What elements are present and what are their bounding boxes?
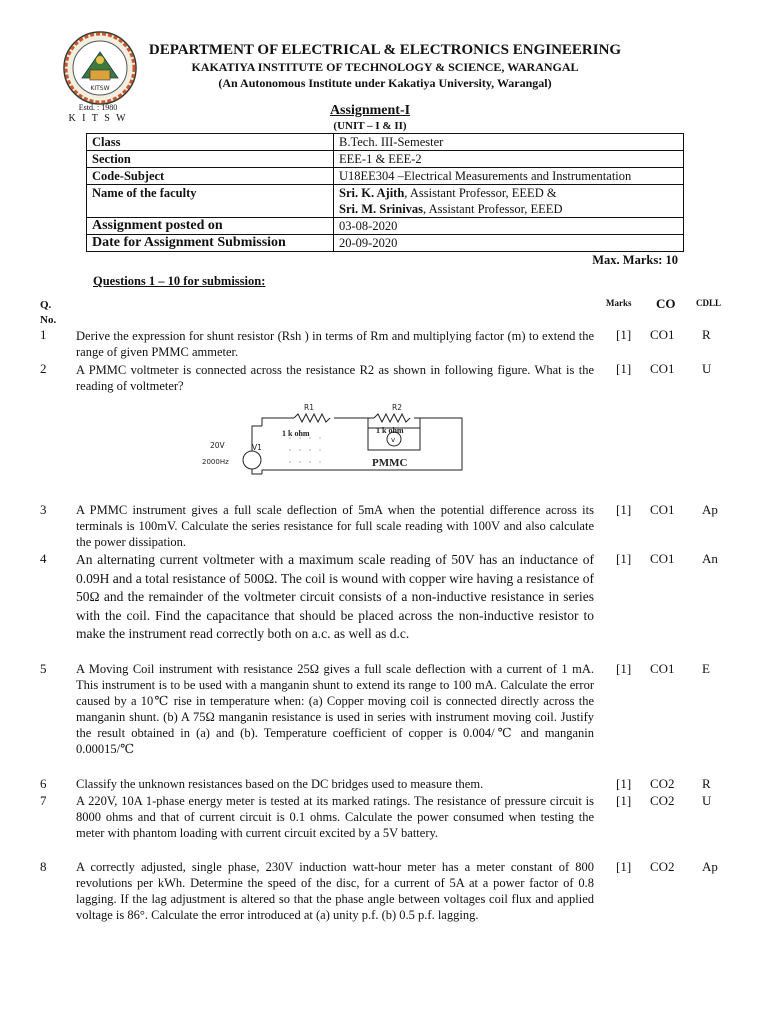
table-row <box>87 235 684 252</box>
table-row <box>87 134 684 151</box>
r1-label: R1 <box>304 403 314 412</box>
r1-value: 1 k ohm <box>282 429 310 438</box>
posted-value: 03-08-2020 <box>334 218 684 235</box>
table-row <box>87 218 684 235</box>
source-frequency: 2000Hz <box>202 458 229 466</box>
pmmc-circuit-diagram <box>196 398 476 480</box>
question-cdll: R <box>702 327 711 342</box>
class-value: B.Tech. III-Semester <box>334 134 684 151</box>
question-number: 2 <box>40 361 47 376</box>
table-row <box>87 185 684 218</box>
question-marks: [1] <box>616 661 632 676</box>
question-cdll: R <box>702 776 711 791</box>
faculty-label: Name of the faculty <box>87 185 334 218</box>
question-co: CO1 <box>650 502 675 517</box>
assignment-unit: (UNIT – I & II) <box>333 120 407 132</box>
question-number: 5 <box>40 661 47 676</box>
submission-label: Date for Assignment Submission <box>87 235 334 252</box>
question-co: CO2 <box>650 776 675 791</box>
qno-header-line2: No. <box>40 314 57 326</box>
institute-logo <box>62 30 138 106</box>
question-co: CO2 <box>650 859 675 874</box>
question-cdll: U <box>702 361 712 376</box>
submission-value: 20-09-2020 <box>334 235 684 252</box>
code-subject-label: Code-Subject <box>87 168 334 185</box>
source-name: V1 <box>252 443 262 452</box>
marks-header: Marks <box>606 298 632 308</box>
faculty-value <box>334 185 684 218</box>
posted-label: Assignment posted on <box>87 218 334 235</box>
question-text: Classify the unknown resistances based on the DC bridges used to measure them. <box>76 777 484 791</box>
cdll-header: CDLL <box>696 298 722 308</box>
r2-value: 1 k ohm <box>376 426 404 435</box>
assignment-title: Assignment-I <box>329 103 411 118</box>
question-number: 8 <box>40 859 47 874</box>
code-subject-value: U18EE304 –Electrical Measurements and Instrumentation <box>334 168 684 185</box>
questions-heading: Questions 1 – 10 for submission: <box>93 274 266 288</box>
question-number: 6 <box>40 776 47 791</box>
institute-name: KAKATIYA INSTITUTE OF TECHNOLOGY & SCIENCE, WARANGAL <box>191 60 579 74</box>
section-value: EEE-1 & EEE-2 <box>334 151 684 168</box>
question-marks: [1] <box>616 327 632 342</box>
question-marks: [1] <box>616 776 632 791</box>
question-number: 1 <box>40 327 47 342</box>
question-number: 4 <box>40 551 47 566</box>
question-cdll: U <box>702 793 712 808</box>
question-text: An alternating current voltmeter with a maximum scale reading of 50V has an inductance of 0.09H and a total resistance of 500Ω. The coil is wound with copper wire having a resistance of 50Ω and the remainder of the voltmeter circuit consists of a non-inductive resistance in series with the coil. Find the capacitance that should be placed across the non-inductive resistor to make the instrument read correctly both on a.c. as well as d.c. <box>76 552 594 641</box>
max-marks: Max. Marks: 10 <box>592 253 678 267</box>
question-cdll: E <box>702 661 710 676</box>
qno-header <box>40 298 56 328</box>
question-cdll: An <box>702 551 718 566</box>
question-cdll: Ap <box>702 859 718 874</box>
question-co: CO1 <box>650 327 675 342</box>
question-number: 7 <box>40 793 47 808</box>
voltmeter-symbol: v <box>391 436 396 444</box>
question-marks: [1] <box>616 551 632 566</box>
question-co: CO1 <box>650 361 675 376</box>
logo-inner-text: KITSW <box>90 85 110 92</box>
source-voltage: 20V <box>210 441 225 450</box>
faculty-2-name: Sri. M. Srinivas <box>339 202 424 216</box>
pmmc-label: PMMC <box>372 457 408 469</box>
question-text: A correctly adjusted, single phase, 230V induction watt-hour meter has a meter constant of 800 revolutions per kWh. Determine the speed of the disc, for a current of 5A at a power factor of 0.8 lagging. If the lag adjustment is altered so that the phase angle between voltages coil flux and applied voltage is 86°. Calculate the error introduced at (a) unity p.f. (b) 0.5 p.f. lagging. <box>76 860 594 922</box>
question-marks: [1] <box>616 859 632 874</box>
question-text: Derive the expression for shunt resistor (Rsh ) in terms of Rm and multiplying factor (m) to extend the range of given PMMC ammeter. <box>76 329 594 359</box>
question-text: A 220V, 10A 1-phase energy meter is tested at its marked ratings. The resistance of pressure circuit is 8000 ohms and that of current circuit is 0.1 ohms. Calculate the power consumed when testing the meter with phantom loading with current circuit excited by a 5V battery. <box>76 794 594 840</box>
r2-label: R2 <box>392 403 402 412</box>
faculty-1-name: Sri. K. Ajith <box>339 186 405 200</box>
institute-affiliation: (An Autonomous Institute under Kakatiya University, Warangal) <box>218 76 552 90</box>
assignment-info-table <box>86 133 684 252</box>
logo-established: Estd. : 1980 <box>78 103 118 112</box>
question-marks: [1] <box>616 502 632 517</box>
logo-abbreviation: K I T S W <box>68 113 128 124</box>
table-row <box>87 151 684 168</box>
faculty-1-role: , Assistant Professor, EEED & <box>404 186 557 200</box>
department-title: DEPARTMENT OF ELECTRICAL & ELECTRONICS ENGINEERING <box>148 42 622 58</box>
question-co: CO2 <box>650 793 675 808</box>
faculty-2-role: , Assistant Professor, EEED <box>423 202 563 216</box>
question-number: 3 <box>40 502 47 517</box>
question-text: A PMMC instrument gives a full scale deflection of 5mA when the potential difference across its terminals is 100mV. Calculate the series resistance for full scale reading with 100V and also calculate the power dissipation. <box>76 503 594 549</box>
question-marks: [1] <box>616 361 632 376</box>
question-text: A PMMC voltmeter is connected across the resistance R2 as shown in following figure. What is the reading of voltmeter? <box>76 363 594 393</box>
question-co: CO1 <box>650 551 675 566</box>
question-co: CO1 <box>650 661 675 676</box>
question-marks: [1] <box>616 793 632 808</box>
question-cdll: Ap <box>702 502 718 517</box>
class-label: Class <box>87 134 334 151</box>
table-row <box>87 168 684 185</box>
co-header: CO <box>656 296 676 311</box>
section-label: Section <box>87 151 334 168</box>
qno-header-line1: Q. <box>40 299 52 311</box>
question-text: A Moving Coil instrument with resistance 25Ω gives a full scale deflection with a current of 1 mA. This instrument is to be used with a manganin shunt to extend its range to 100 mA. Calculate the error caused by a 10℃ rise in temperature when: (a) Copper moving coil is connected directly across the manganin shunt. (b) A 75Ω manganin resistance is used in series with instrument moving coil. Justify the result obtained in (a) and (b). Temperature coefficient of copper is 0.004/℃ and manganin 0.00015/℃ <box>76 662 594 756</box>
